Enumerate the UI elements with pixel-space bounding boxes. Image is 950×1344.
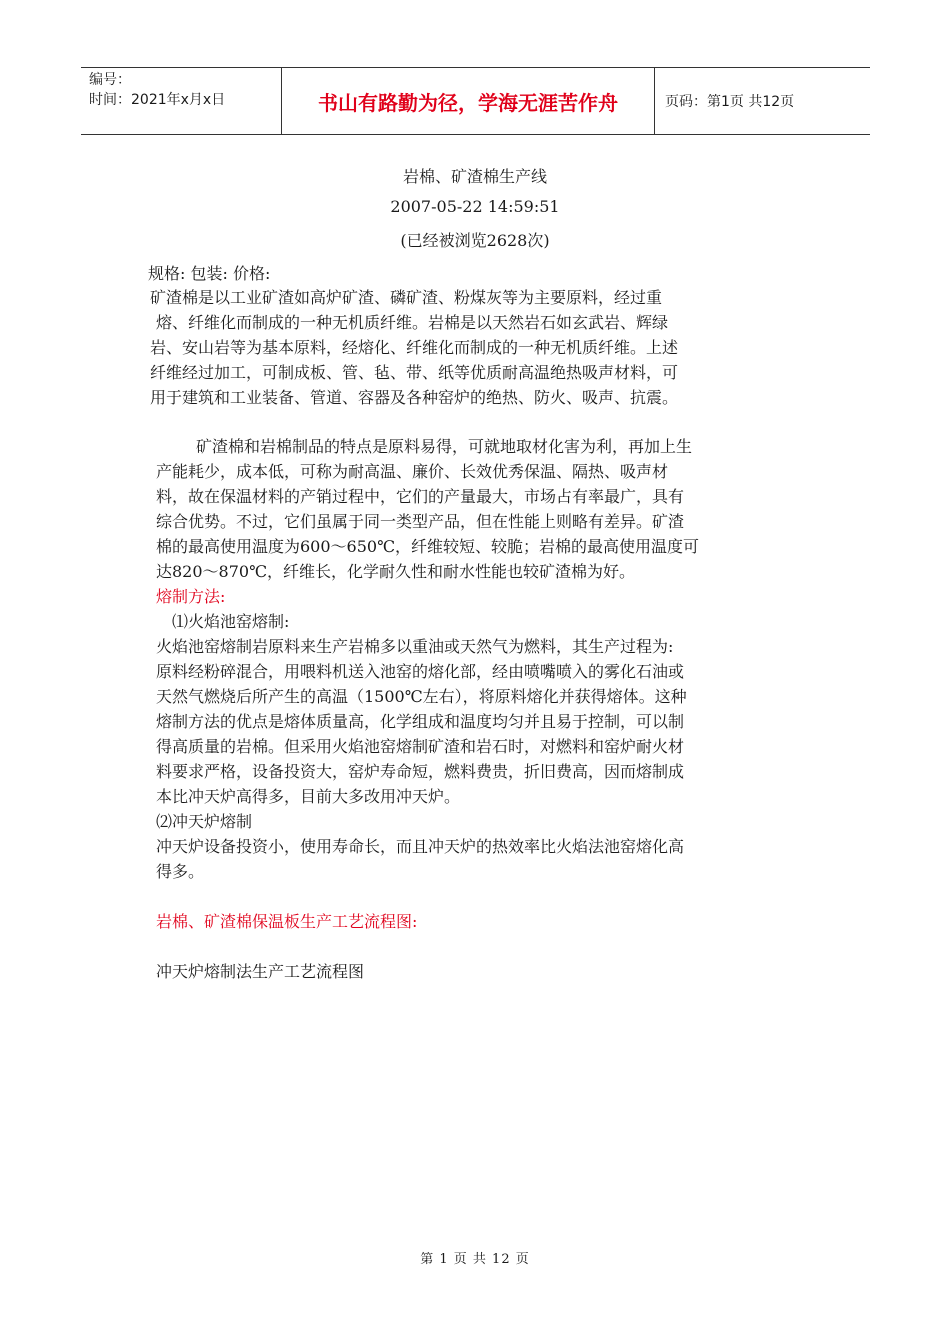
paragraph-line: 冲天炉设备投资小，使用寿命长，而且冲天炉的热效率比火焰法池窑熔化高 [156, 837, 685, 856]
paragraph-line: 矿渣棉和岩棉制品的特点是原料易得，可就地取材化害为利，再加上生 [196, 437, 693, 456]
number-label: 编号： [89, 72, 131, 88]
article-datetime: 2007-05-22 14:59:51 [390, 197, 560, 216]
page-footer: 第 1 页 共 12 页 [420, 1252, 530, 1267]
paragraph-line: 达820～870℃，纤维长，化学耐久性和耐水性能也较矿渣棉为好。 [156, 562, 635, 581]
paragraph-line: 矿渣棉是以工业矿渣如高炉矿渣、磷矿渣、粉煤灰等为主要原料，经过重 [150, 288, 663, 307]
paragraph-line: 棉的最高使用温度为600～650℃，纤维较短、较脆；岩棉的最高使用温度可 [156, 537, 699, 556]
sub2-text [156, 834, 796, 884]
paragraph-line: 天然气燃烧后所产生的高温（1500℃左右），将原料熔化并获得熔体。这种 [156, 687, 687, 706]
paragraph-1 [150, 285, 790, 410]
paragraph-line: 产能耗少，成本低，可称为耐高温、廉价、长效优秀保温、隔热、吸声材 [156, 462, 669, 481]
paragraph-line: 原料经粉碎混合，用喂料机送入池窑的熔化部，经由喷嘴喷入的雾化石油或 [156, 662, 685, 681]
paragraph-2 [156, 434, 796, 584]
paragraph-line: 得高质量的岩棉。但采用火焰池窑熔制矿渣和岩石时，对燃料和窑炉耐火材 [156, 737, 685, 756]
time-label: 时间：2021年x月x日 [89, 92, 226, 108]
paragraph-line: 得多。 [156, 862, 205, 881]
article-title: 岩棉、矿渣棉生产线 [402, 167, 547, 186]
paragraph-line: 料要求严格，设备投资大，窑炉寿命短，燃料费贵，折旧费高，因而熔制成 [156, 762, 685, 781]
paragraph-line: 本比冲天炉高得多，目前大多改用冲天炉。 [156, 787, 461, 806]
header-table [81, 67, 870, 135]
sub1-heading: ⑴火焰池窑熔制: [172, 612, 290, 631]
paragraph-line: 熔制方法的优点是熔体质量高，化学组成和温度均匀并且易于控制，可以制 [156, 712, 685, 731]
page-label: 页码：第1页 共12页 [665, 94, 795, 110]
paragraph-line: 火焰池窑熔制岩原料来生产岩棉多以重油或天然气为燃料，其生产过程为: [156, 637, 674, 656]
spec-line: 规格: 包装: 价格: [148, 264, 271, 283]
paragraph-line: 岩、安山岩等为基本原料，经熔化、纤维化而制成的一种无机质纤维。上述 [150, 338, 679, 357]
paragraph-line: 用于建筑和工业装备、管道、容器及各种窑炉的绝热、防火、吸声、抗震。 [150, 388, 679, 407]
flow-caption: 冲天炉熔制法生产工艺流程图 [156, 962, 365, 981]
header-meta [81, 68, 281, 134]
paragraph-line: 料，故在保温材料的产销过程中，它们的产量最大，市场占有率最广，具有 [156, 487, 685, 506]
paragraph-line: 熔、纤维化而制成的一种无机质纤维。岩棉是以天然岩石如玄武岩、辉绿 [156, 313, 669, 332]
motto: 书山有路勤为径，学海无涯苦作舟 [281, 68, 655, 134]
flow-heading: 岩棉、矿渣棉保温板生产工艺流程图: [156, 912, 418, 931]
paragraph-line: 纤维经过加工，可制成板、管、毡、带、纸等优质耐高温绝热吸声材料，可 [150, 363, 679, 382]
sub2-heading: ⑵冲天炉熔制 [156, 812, 253, 831]
method-heading: 熔制方法: [156, 587, 226, 606]
view-count: (已经被浏览2628次) [400, 231, 550, 250]
paragraph-line: 综合优势。不过，它们虽属于同一类型产品，但在性能上则略有差异。矿渣 [156, 512, 685, 531]
sub1-text [156, 634, 796, 809]
